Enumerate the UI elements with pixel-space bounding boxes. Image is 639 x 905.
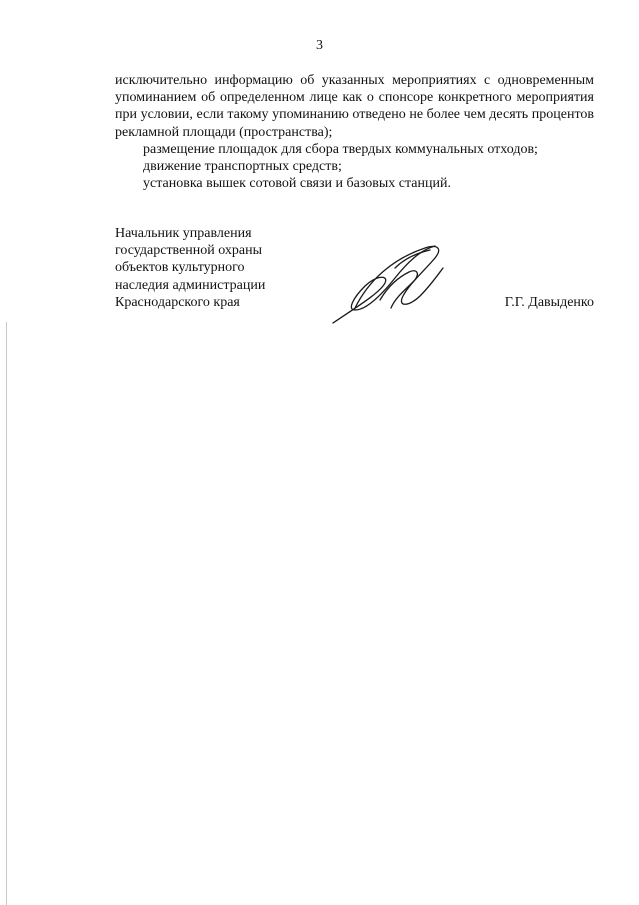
page-edge-line: [6, 322, 7, 905]
document-body: [115, 72, 594, 192]
position-line: наследия администрации: [115, 277, 266, 293]
list-item-vehicle-traffic: движение транспортных средств;: [143, 159, 342, 175]
signatory-position: [115, 225, 265, 311]
list-item-waste-sites: размещение площадок для сбора твердых коммунальных отходов;: [143, 141, 538, 157]
continued-paragraph: исключительно информацию об указанных мероприятиях с одновременным упоминанием об определенном лице как о спонсоре конкретного мероприятия при условии, если такому упоминанию отведено не более чем десять процентов рекламной площади (пространства);: [115, 73, 594, 140]
position-line: объектов культурного: [115, 260, 245, 276]
list-item-cell-towers: установка вышек сотовой связи и базовых станций.: [143, 176, 451, 192]
page-number: 3: [316, 38, 323, 53]
position-line: Краснодарского края: [115, 294, 240, 310]
position-line: Начальник управления: [115, 226, 252, 241]
position-line: государственной охраны: [115, 243, 263, 259]
signer-name: Г.Г. Давыденко: [504, 295, 594, 310]
handwritten-signature: [325, 238, 455, 328]
